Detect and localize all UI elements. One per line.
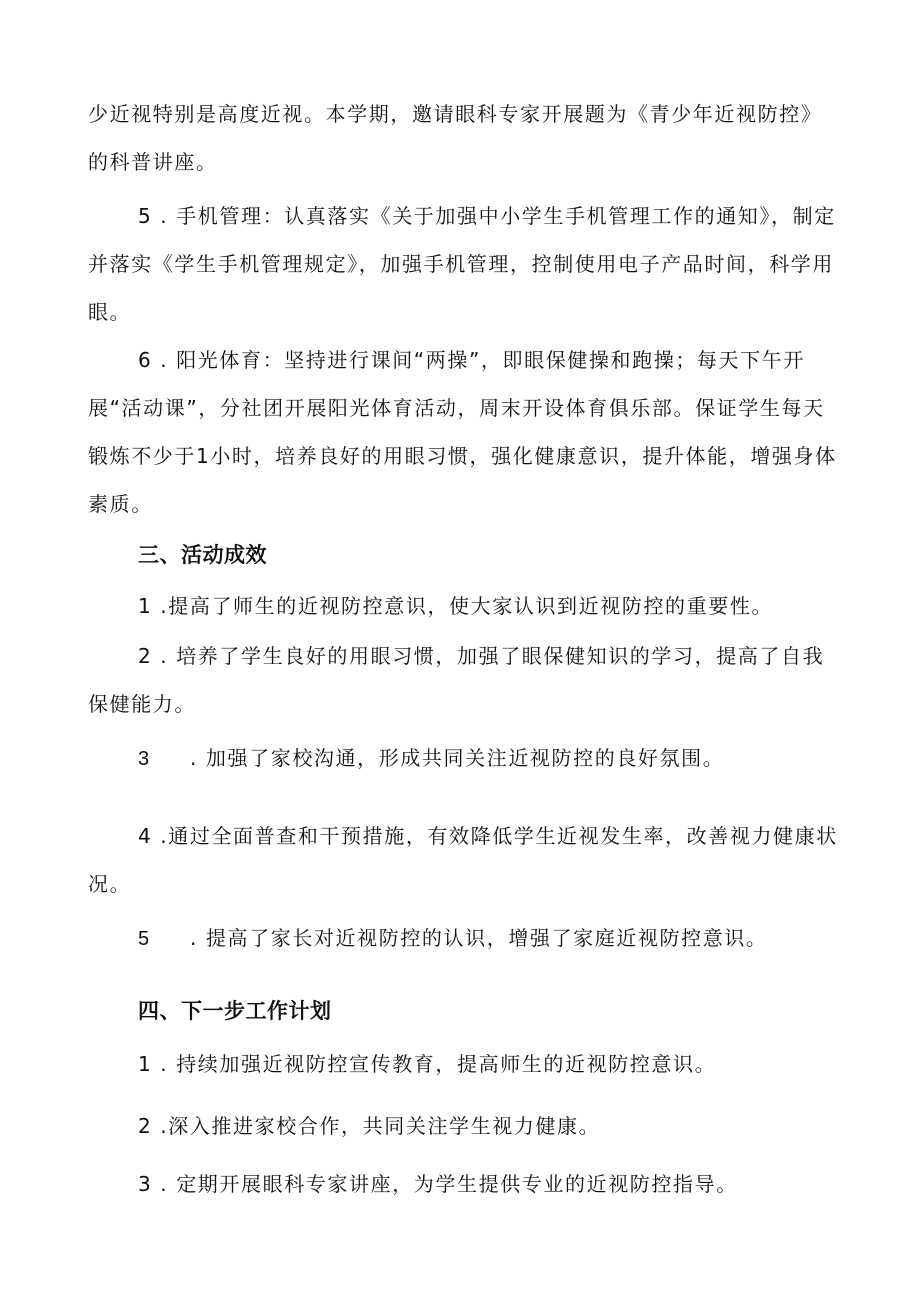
result-item-2: 2 . 培养了学生良好的用眼习惯，加强了眼保健知识的学习，提高了自我保健能力。 bbox=[88, 644, 825, 716]
result-item-4: 4 .通过全面普查和干预措施，有效降低学生近视发生率，改善视力健康状况。 bbox=[88, 824, 838, 896]
result-item-5-number: 5 bbox=[138, 928, 151, 950]
result-item-3-number: 3 bbox=[138, 748, 151, 770]
result-item-3 bbox=[138, 734, 838, 783]
paragraph-phone-management: 5 . 手机管理：认真落实《关于加强中小学生手机管理工作的通知》，制定并落实《学生手机管理规定》，加强手机管理，控制使用电子产品时间，科学用眼。 bbox=[88, 204, 836, 324]
plan-item-2: 2 .深入推进家校合作，共同关注学生视力健康。 bbox=[138, 1114, 601, 1138]
result-item-3-text: . 加强了家校沟通，形成共同关注近视防控的良好氛围。 bbox=[190, 746, 725, 770]
section-title-next-plan: 四、下一步工作计划 bbox=[138, 1000, 332, 1023]
section-title-results: 三、活动成效 bbox=[138, 544, 267, 567]
plan-item-3: 3 . 定期开展眼科专家讲座，为学生提供专业的近视防控指导。 bbox=[138, 1172, 738, 1196]
paragraph-intro: 少近视特别是高度近视。本学期，邀请眼科专家开展题为《青少年近视防控》的科普讲座。 bbox=[88, 102, 823, 174]
result-item-5-text: . 提高了家长对近视防控的认识，增强了家庭近视防控意识。 bbox=[190, 926, 768, 950]
result-item-1: 1 .提高了师生的近视防控意识，使大家认识到近视防控的重要性。 bbox=[138, 594, 774, 618]
plan-item-1: 1 . 持续加强近视防控宣传教育，提高师生的近视防控意识。 bbox=[138, 1052, 717, 1076]
result-item-5 bbox=[138, 914, 838, 963]
paragraph-sunshine-sports: 6 . 阳光体育：坚持进行课间“两操”，即眼保健操和跑操；每天下午开展“活动课”，分社团开展阳光体育活动，周末开设体育俱乐部。保证学生每天锻炼不少于1小时，培养良好的用眼习惯，强化健康意识，提升体能，增强身体素质。 bbox=[88, 348, 837, 516]
